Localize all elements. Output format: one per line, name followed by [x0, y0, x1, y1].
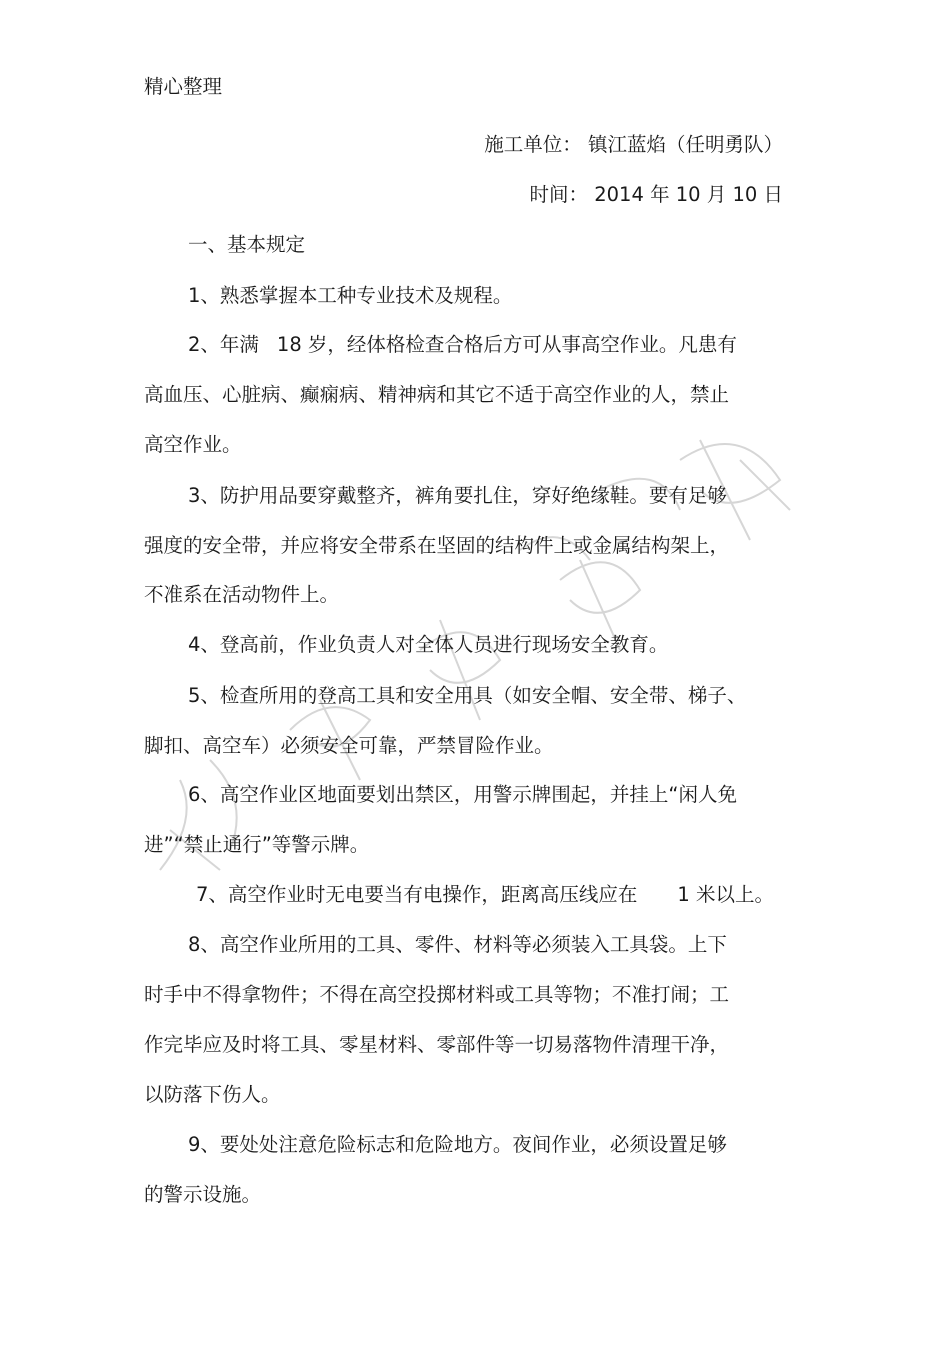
construction-unit: 施工单位： 镇江蓝焰（任明勇队） [484, 133, 783, 156]
rule-3-line-1: 3、防护用品要穿戴整齐，裤角要扎住，穿好绝缘鞋。要有足够 [188, 484, 727, 507]
rule-9-line-1: 9、要处处注意危险标志和危险地方。夜间作业，必须设置足够 [188, 1133, 727, 1156]
rule-2-line-3: 高空作业。 [144, 433, 242, 456]
rule-8-line-2: 时手中不得拿物件；不得在高空投掷材料或工具等物；不准打闹；工 [144, 983, 730, 1006]
rule-6-line-1: 6、高空作业区地面要划出禁区，用警示牌围起，并挂上“闲人免 [188, 783, 738, 806]
rule-7 [196, 882, 774, 908]
rule-9-line-2: 的警示设施。 [144, 1183, 262, 1206]
rule-8-line-4: 以防落下伤人。 [144, 1083, 281, 1106]
rule-2-line-1 [188, 332, 737, 358]
rule-5-line-1: 5、检查所用的登高工具和安全用具（如安全帽、安全带、梯子、 [188, 684, 747, 707]
rule-1: 1、熟悉掌握本工种专业技术及规程。 [188, 284, 513, 307]
rule-6-line-2: 进”“禁止通行”等警示牌。 [144, 833, 370, 856]
rule-8-line-3: 作完毕应及时将工具、零星材料、零部件等一切易落物件清理干净， [144, 1033, 730, 1056]
page-header: 精心整理 [144, 75, 223, 98]
rule-8-line-1: 8、高空作业所用的工具、零件、材料等必须装入工具袋。上下 [188, 933, 727, 956]
rule-4: 4、登高前，作业负责人对全体人员进行现场安全教育。 [188, 633, 669, 656]
rule-2-part-b: 18 岁，经体格检查合格后方可从事高空作业。凡患有 [276, 333, 737, 356]
rule-3-line-3: 不准系在活动物件上。 [144, 583, 340, 606]
section-title: 一、基本规定 [188, 233, 306, 256]
rule-7-part-a: 7、高空作业时无电要当有电操作，距离高压线应在 [196, 883, 638, 906]
rule-7-part-b: 1 米以上。 [677, 883, 775, 906]
rule-3-line-2: 强度的安全带，并应将安全带系在坚固的结构件上或金属结构架上， [144, 534, 730, 557]
rule-2-line-2: 高血压、心脏病、癫痫病、精神病和其它不适于高空作业的人，禁止 [144, 383, 730, 406]
rule-2-part-a: 2、年满 [188, 333, 259, 356]
document-date: 时间： 2014 年 10 月 10 日 [529, 183, 783, 206]
rule-5-line-2: 脚扣、高空车）必须安全可靠，严禁冒险作业。 [144, 734, 554, 757]
